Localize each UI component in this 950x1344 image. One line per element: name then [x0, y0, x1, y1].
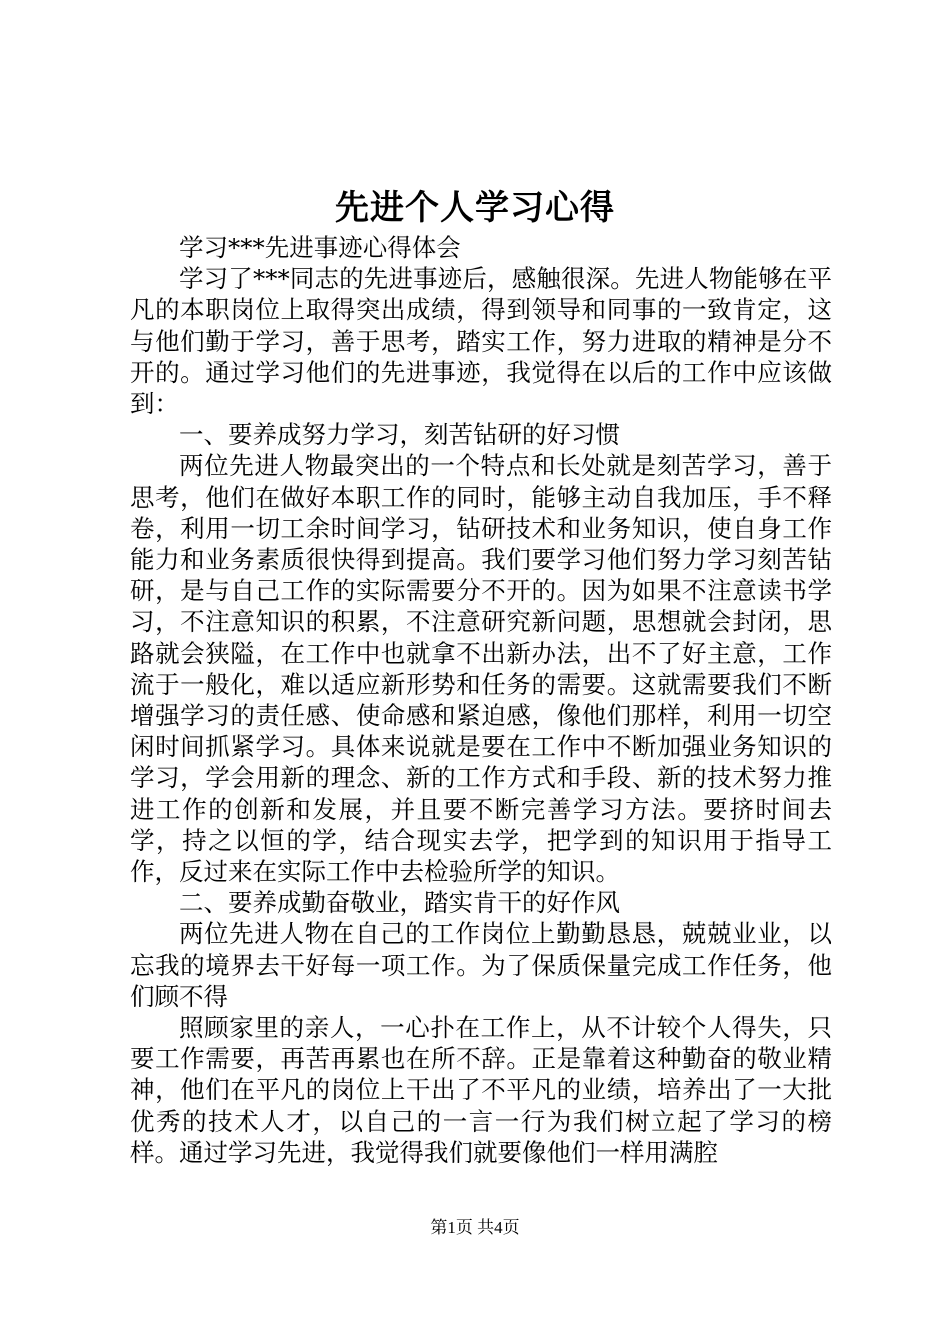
page-footer: 第1页 共4页 [430, 1218, 520, 1237]
intro-paragraph: 学习了***同志的先进事迹后，感触很深。先进人物能够在平凡的本职岗位上取得突出成绩，得到领导和同事的一致肯定，这与他们勤于学习，善于思考，踏实工作，努力进取的精神是分不开的。通过学习他们的先进事迹，我觉得在以后的工作中应该做到： [130, 264, 832, 419]
body-paragraph: 两位先进人物在自己的工作岗位上勤勤恳恳，兢兢业业，以忘我的境界去干好每一项工作。为了保质保量完成工作任务，他们顾不得 [130, 919, 832, 1011]
body-paragraph: 照顾家里的亲人，一心扑在工作上，从不计较个人得失，只要工作需要，再苦再累也在所不辞。正是靠着这种勤奋的敬业精神，他们在平凡的岗位上干出了不平凡的业绩，培养出了一大批优秀的技术人才，以自己的一言一行为我们树立起了学习的榜样。通过学习先进，我觉得我们就要像他们一样用满腔 [130, 1013, 832, 1167]
section-heading-2: 二、要养成勤奋敬业，踏实肯干的好作风 [179, 888, 620, 918]
document-body [130, 232, 832, 1168]
document-title: 先进个人学习心得 [335, 188, 615, 228]
section-heading-1: 一、要养成努力学习，刻苦钻研的好习惯 [179, 420, 620, 450]
body-paragraph: 两位先进人物最突出的一个特点和长处就是刻苦学习，善于思考，他们在做好本职工作的同时，能够主动自我加压，手不释卷，利用一切工余时间学习，钻研技术和业务知识，使自身工作能力和业务素质很快得到提高。我们要学习他们努力学习刻苦钻研，是与自己工作的实际需要分不开的。因为如果不注意读书学习，不注意知识的积累，不注意研究新问题，思想就会封闭，思路就会狭隘，在工作中也就拿不出新办法，出不了好主意，工作流于一般化，难以适应新形势和任务的需要。这就需要我们不断增强学习的责任感、使命感和紧迫感，像他们那样，利用一切空闲时间抓紧学习。具体来说就是要在工作中不断加强业务知识的学习，学会用新的理念、新的工作方式和手段、新的技术努力推进工作的创新和发展，并且要不断完善学习方法。要挤时间去学，持之以恒的学，结合现实去学，把学到的知识用于指导工作，反过来在实际工作中去检验所学的知识。 [130, 451, 832, 887]
subtitle-paragraph: 学习***先进事迹心得体会 [179, 233, 461, 262]
